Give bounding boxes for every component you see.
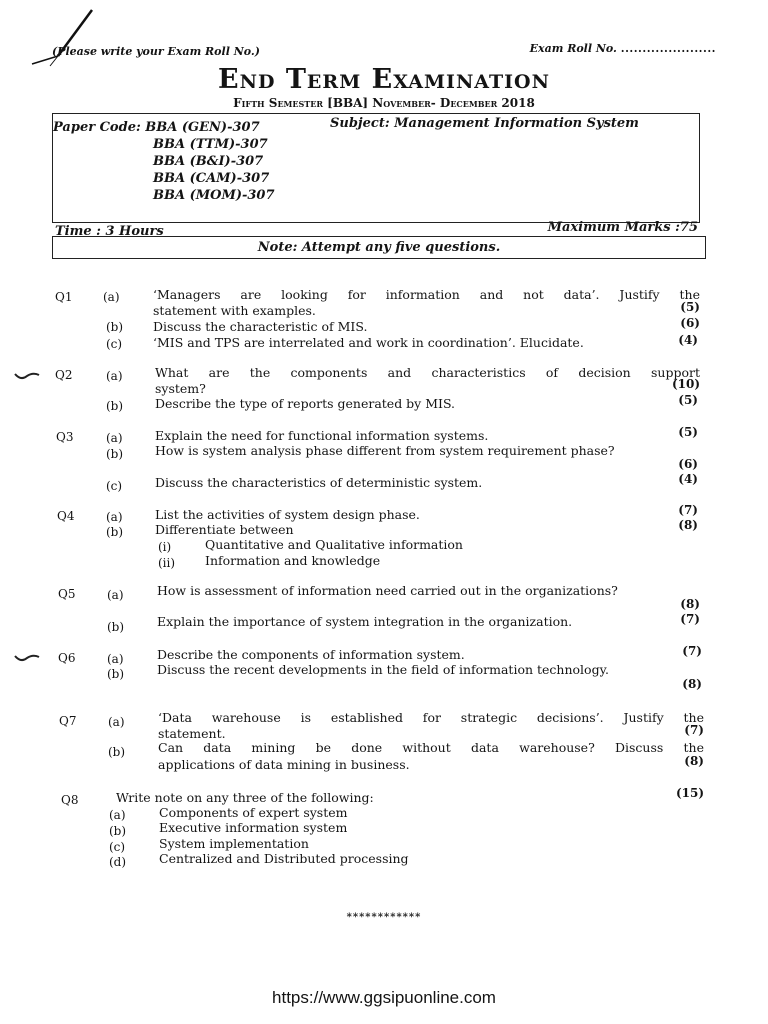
part-label: (d)	[109, 855, 127, 869]
marks: (5)	[678, 393, 698, 407]
question-text: system?	[155, 381, 206, 396]
question-text: ‘Data warehouse is established for strategic decisions’. Justify the	[158, 710, 704, 725]
paper-codes	[53, 119, 275, 204]
part-label: (b)	[107, 620, 125, 634]
part-label: (b)	[106, 447, 124, 461]
question-text: Describe the type of reports generated by MIS.	[155, 396, 456, 411]
part-label: (b)	[106, 320, 124, 334]
question-number: Q4	[57, 509, 75, 523]
subject: Subject: Management Information System	[330, 116, 639, 131]
question-text: System implementation	[159, 836, 309, 851]
sub-part-label: (i)	[158, 540, 172, 554]
marks: (5)	[680, 300, 700, 314]
part-label: (a)	[109, 808, 126, 822]
question-text: Discuss the characteristics of deterministic system.	[155, 475, 483, 490]
marks: (7)	[678, 503, 698, 517]
marks: (5)	[678, 425, 698, 439]
part-label: (a)	[107, 588, 124, 602]
question-number: Q2	[55, 368, 73, 382]
question-text: Explain the importance of system integration in the organization.	[157, 614, 573, 629]
question-number: Q8	[61, 793, 79, 807]
roll-prompt: (Please write your Exam Roll No.)	[52, 45, 260, 58]
part-label: (a)	[106, 431, 123, 445]
question-text: ‘MIS and TPS are interrelated and work in coordination’. Elucidate.	[153, 335, 584, 350]
paper-code: BBA (TTM)-307	[153, 137, 268, 152]
marks: (7)	[682, 644, 702, 658]
question-text: How is assessment of information need carried out in the organizations?	[157, 583, 618, 598]
part-label: (a)	[106, 369, 123, 383]
pen-mark	[28, 8, 98, 68]
question-text: ‘Managers are looking for information and not data’. Justify the	[153, 287, 700, 302]
part-label: (a)	[107, 652, 124, 666]
part-label: (b)	[106, 525, 124, 539]
source-url: https://www.ggsipuonline.com	[272, 988, 496, 1007]
marks: (10)	[671, 377, 700, 391]
part-label: (a)	[103, 290, 120, 304]
question-text: How is system analysis phase different from system requirement phase?	[155, 443, 615, 458]
paper-code: BBA (GEN)-307	[145, 120, 260, 135]
marks: (4)	[678, 333, 698, 347]
question-text: Explain the need for functional information systems.	[155, 428, 489, 443]
marks: (8)	[678, 518, 698, 532]
marks: (4)	[678, 472, 698, 486]
question-text: Components of expert system	[159, 805, 348, 820]
code-label: Paper Code:	[53, 120, 141, 135]
question-number: Q5	[58, 587, 76, 601]
question-text: applications of data mining in business.	[158, 757, 410, 772]
exam-title: End Term Examination	[218, 64, 550, 95]
question-text: What are the components and characteristics of decision support	[155, 365, 700, 380]
part-label: (c)	[106, 479, 123, 493]
question-text: Can data mining be done without data warehouse? Discuss the	[158, 740, 704, 755]
paper-code: BBA (B&I)-307	[153, 154, 264, 169]
end-marker: ************	[346, 912, 422, 923]
question-text: Information and knowledge	[205, 553, 381, 568]
part-label: (c)	[109, 840, 126, 854]
paper-code: BBA (MOM)-307	[153, 188, 275, 203]
question-number: Q7	[59, 714, 77, 728]
question-number: Q3	[56, 430, 74, 444]
tick-mark-icon	[14, 652, 40, 664]
marks: (7)	[684, 723, 704, 737]
part-label: (b)	[109, 824, 127, 838]
question-text: Describe the components of information system.	[157, 647, 465, 662]
part-label: (a)	[106, 510, 123, 524]
tick-mark-icon	[14, 370, 40, 382]
part-label: (a)	[108, 715, 125, 729]
marks: (8)	[684, 754, 704, 768]
question-text: Differentiate between	[155, 522, 294, 537]
roll-label: Exam Roll No.	[529, 42, 617, 55]
question-text: statement with examples.	[153, 303, 316, 318]
marks: (8)	[680, 597, 700, 611]
paper-code: BBA (CAM)-307	[153, 171, 270, 186]
question-number: Q1	[55, 290, 73, 304]
paper-info-box	[52, 113, 700, 223]
question-text: Executive information system	[159, 820, 348, 835]
marks: (6)	[680, 316, 700, 330]
question-text: Discuss the recent developments in the field of information technology.	[157, 662, 609, 677]
instruction-note: Note: Attempt any five questions.	[52, 236, 706, 259]
question-text: List the activities of system design phase.	[155, 507, 420, 522]
sub-part-label: (ii)	[158, 556, 176, 570]
marks: (7)	[680, 612, 700, 626]
marks: (8)	[682, 677, 702, 691]
question-text: Discuss the characteristic of MIS.	[153, 319, 368, 334]
question-text: Centralized and Distributed processing	[159, 851, 409, 866]
part-label: (b)	[106, 399, 124, 413]
semester-line: Fifth Semester [BBA] November- December 2018	[233, 96, 535, 110]
question-text: Write note on any three of the following:	[116, 790, 374, 805]
question-text: statement.	[158, 726, 226, 741]
marks: (6)	[678, 457, 698, 471]
part-label: (c)	[106, 337, 123, 351]
maximum-marks: Maximum Marks :75	[547, 220, 698, 235]
time-allowed: Time : 3 Hours	[55, 224, 164, 239]
question-text: Quantitative and Qualitative information	[205, 537, 463, 552]
exam-roll-field	[530, 42, 716, 55]
marks: (15)	[675, 786, 704, 800]
question-number: Q6	[58, 651, 76, 665]
part-label: (b)	[107, 667, 125, 681]
roll-dots: ......................	[620, 42, 716, 55]
part-label: (b)	[108, 745, 126, 759]
